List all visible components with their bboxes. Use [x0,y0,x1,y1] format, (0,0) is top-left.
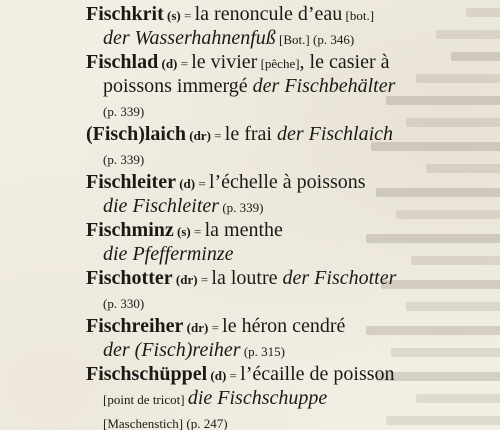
entry-headline [86,2,496,26]
grammar-tag: (d) [158,56,178,71]
annotation: = [197,272,212,287]
german-article: der [282,267,315,289]
grammar-tag: (s) [163,8,181,23]
german-article: die [103,195,133,217]
german-article: die [187,387,218,409]
annotation: [point de tricot] [103,392,188,407]
headword: Fischreiher [86,315,184,337]
grammar-tag: (dr) [186,128,211,143]
german-article: der [103,27,135,49]
german-article: der [103,339,135,361]
entry-continuation [86,290,496,314]
entry-continuation [86,410,496,430]
entry-headline [86,50,496,74]
headword: Fischotter [86,267,173,289]
french-translation: le héron cendré [222,315,346,337]
annotation: [pêche] [257,56,300,71]
headword: Fischschüppel [86,363,208,385]
german-term: Fischbehälter [284,75,396,97]
entry-continuation [86,26,496,50]
german-term: Fischotter [314,267,397,289]
german-article: der [276,123,309,145]
german-article: der [252,75,285,97]
annotation: = [195,176,209,191]
annotation: (p. 339) [103,152,145,167]
annotation: (p. 330) [103,296,145,311]
german-term: Fischleiter [132,195,220,217]
german-term: Fischlaich [308,123,394,145]
entry-headline [86,218,496,242]
grammar-tag: (dr) [172,272,198,287]
french-translation: , le casier à [299,51,390,73]
entry-continuation [86,338,496,362]
annotation: = [208,320,223,335]
annotation: [Maschenstich] (p. 247) [103,416,228,430]
grammar-tag: (s) [173,224,191,239]
grammar-tag: (dr) [183,320,209,335]
entry-continuation [86,242,496,266]
dictionary-entry [86,50,496,122]
german-term: Wasserhahnenfuß [134,27,276,49]
dictionary-entry [86,218,496,266]
annotation: [Bot.] (p. 346) [275,32,355,47]
dictionary-entry [86,122,496,170]
entry-headline [86,362,496,386]
annotation: = [177,56,192,71]
german-term: Fischschuppe [217,387,328,409]
entry-headline [86,266,496,290]
french-translation: le frai [224,123,277,145]
entry-continuation [86,386,496,410]
annotation: = [210,128,225,143]
headword: Fischleiter [86,171,176,193]
german-term: (Fisch)reiher [134,339,241,361]
annotation: = [190,224,205,239]
entry-headline [86,122,496,146]
dictionary-entry [86,362,496,430]
headword: Fischkrit [86,3,164,25]
annotation: [bot.] [342,8,375,23]
annotation: = [180,8,195,23]
entry-continuation [86,74,496,98]
french-translation: l’échelle à poissons [208,171,366,193]
annotation: (p. 339) [219,200,264,215]
headword: Fischlad [86,51,159,73]
dictionary-entry [86,2,496,50]
annotation: = [226,368,241,383]
grammar-tag: (d) [207,368,227,383]
german-term: Pfefferminze [132,243,234,265]
headword: (Fisch)laich [86,123,186,145]
entry-headline [86,314,496,338]
headword: Fischminz [86,219,174,241]
french-translation: la renoncule d’eau [194,3,343,25]
dictionary-entry [86,170,496,218]
grammar-tag: (d) [175,176,196,191]
dictionary-entry [86,266,496,314]
annotation: (p. 339) [103,104,145,119]
annotation: (p. 315) [240,344,285,359]
german-article: die [103,243,133,265]
french-translation: le vivier [191,51,258,73]
french-translation: la menthe [204,219,283,241]
entry-continuation [86,194,496,218]
entry-headline [86,170,496,194]
entry-continuation [86,98,496,122]
dictionary-entry [86,314,496,362]
french-translation: l’écaille de poisson [240,363,395,385]
french-translation: poissons immergé [103,75,253,97]
entry-continuation [86,146,496,170]
french-translation: la loutre [211,267,283,289]
dictionary-entries [86,2,496,430]
